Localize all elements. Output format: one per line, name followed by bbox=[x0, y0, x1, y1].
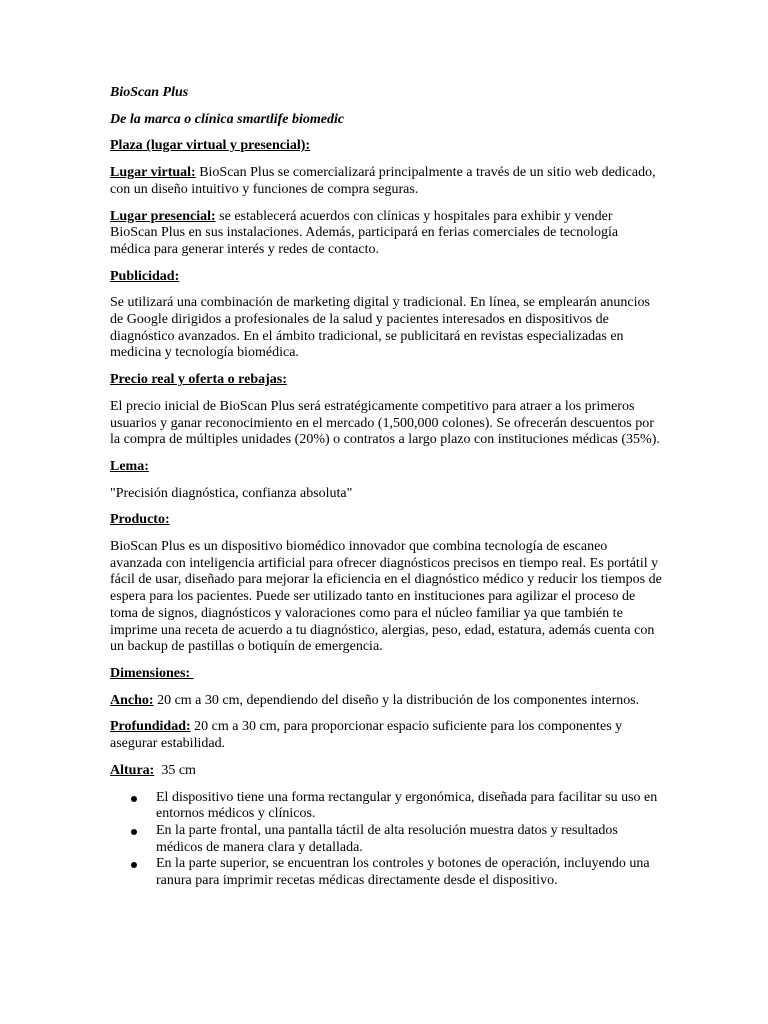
document-page bbox=[110, 85, 662, 890]
producto-paragraph: BioScan Plus es un dispositivo biomédico innovador que combina tecnología de escaneo avanzada con inteligencia artificial para ofrecer diagnósticos precisos en tiempo real. Es portátil y fácil de usar, diseñado para mejorar la eficiencia en el diagnóstico médico y reducir los tiempos de espera para los pacientes. Puede ser utilizado tanto en instituciones para agilizar el proceso de toma de signos, diagnósticos y valoraciones como para el núcleo familiar ya que también te imprime una receta de acuerdo a tu diagnóstico, alergias, peso, edad, estatura, además cuenta con un backup de pastillas o botiquín de emergencia. bbox=[110, 539, 662, 655]
precio-paragraph: El precio inicial de BioScan Plus será estratégicamente competitivo para atraer a los primeros usuarios y ganar reconocimiento en el mercado (1,500,000 colones). Se ofrecerán descuentos por la compra de múltiples unidades (20%) o contratos a largo plazo con instituciones médicas (35%). bbox=[110, 398, 660, 448]
list-item-text: En la parte frontal, una pantalla táctil de alta resolución muestra datos y resultados médicos de manera clara y detallada. bbox=[156, 822, 618, 855]
producto-heading: Producto: bbox=[110, 512, 170, 528]
list-item bbox=[110, 790, 662, 823]
list-item-text: El dispositivo tiene una forma rectangular y ergonómica, diseñada para facilitar su uso en entornos médicos y clínicos. bbox=[156, 789, 658, 822]
bullet-icon bbox=[131, 862, 137, 868]
bullet-icon bbox=[131, 796, 137, 802]
publicidad-heading: Publicidad: bbox=[110, 268, 180, 284]
virtual-label: Lugar virtual: bbox=[110, 165, 196, 181]
presencial-label: Lugar presencial: bbox=[110, 208, 216, 224]
ancho-text: 20 cm a 30 cm, dependiendo del diseño y la distribución de los componentes internos. bbox=[153, 692, 640, 708]
ancho-label: Ancho: bbox=[110, 692, 154, 708]
features-list bbox=[110, 790, 662, 890]
lema-heading: Lema: bbox=[110, 458, 149, 474]
precio-heading: Precio real y oferta o rebajas: bbox=[110, 372, 287, 388]
presencial-text: se establecerá acuerdos con clínicas y hospitales para exhibir y vender BioScan Plus en sus instalaciones. Además, participará en ferias comerciales de tecnología médica para generar interés y redes de contacto. bbox=[110, 208, 619, 257]
plaza-virtual-paragraph bbox=[110, 165, 662, 198]
profundidad-text: 20 cm a 30 cm, para proporcionar espacio suficiente para los componentes y asegurar estabilidad. bbox=[110, 719, 623, 752]
profundidad-label: Profundidad: bbox=[110, 719, 191, 735]
document-subtitle: De la marca o clínica smartlife biomedic bbox=[110, 111, 345, 127]
dimensiones-heading: Dimensiones: bbox=[110, 665, 194, 681]
altura-label: Altura: bbox=[110, 762, 155, 778]
bullet-icon bbox=[131, 829, 137, 835]
ancho-paragraph bbox=[110, 693, 662, 710]
list-item bbox=[110, 856, 662, 889]
altura-paragraph bbox=[110, 763, 662, 780]
virtual-text: BioScan Plus se comercializará principalmente a través de un sitio web dedicado, con un diseño intuitivo y funciones de compra seguras. bbox=[110, 165, 656, 197]
plaza-heading: Plaza (lugar virtual y presencial): bbox=[110, 138, 311, 154]
profundidad-paragraph bbox=[110, 719, 662, 752]
altura-text: 35 cm bbox=[154, 762, 196, 778]
lema-paragraph: "Precisión diagnóstica, confianza absoluta" bbox=[110, 485, 353, 501]
list-item bbox=[110, 823, 662, 856]
document-title: BioScan Plus bbox=[110, 85, 189, 100]
list-item-text: En la parte superior, se encuentran los controles y botones de operación, incluyendo una ranura para imprimir recetas médicas directamente desde el dispositivo. bbox=[156, 856, 650, 889]
plaza-presencial-paragraph bbox=[110, 209, 662, 259]
publicidad-paragraph: Se utilizará una combinación de marketing digital y tradicional. En línea, se emplearán anuncios de Google dirigidos a profesionales de la salud y pacientes interesados en dispositivos de diagnóstico avanzados. En el ámbito tradicional, se publicitará en revistas especializadas en medicina y tecnología biomédica. bbox=[110, 295, 650, 361]
